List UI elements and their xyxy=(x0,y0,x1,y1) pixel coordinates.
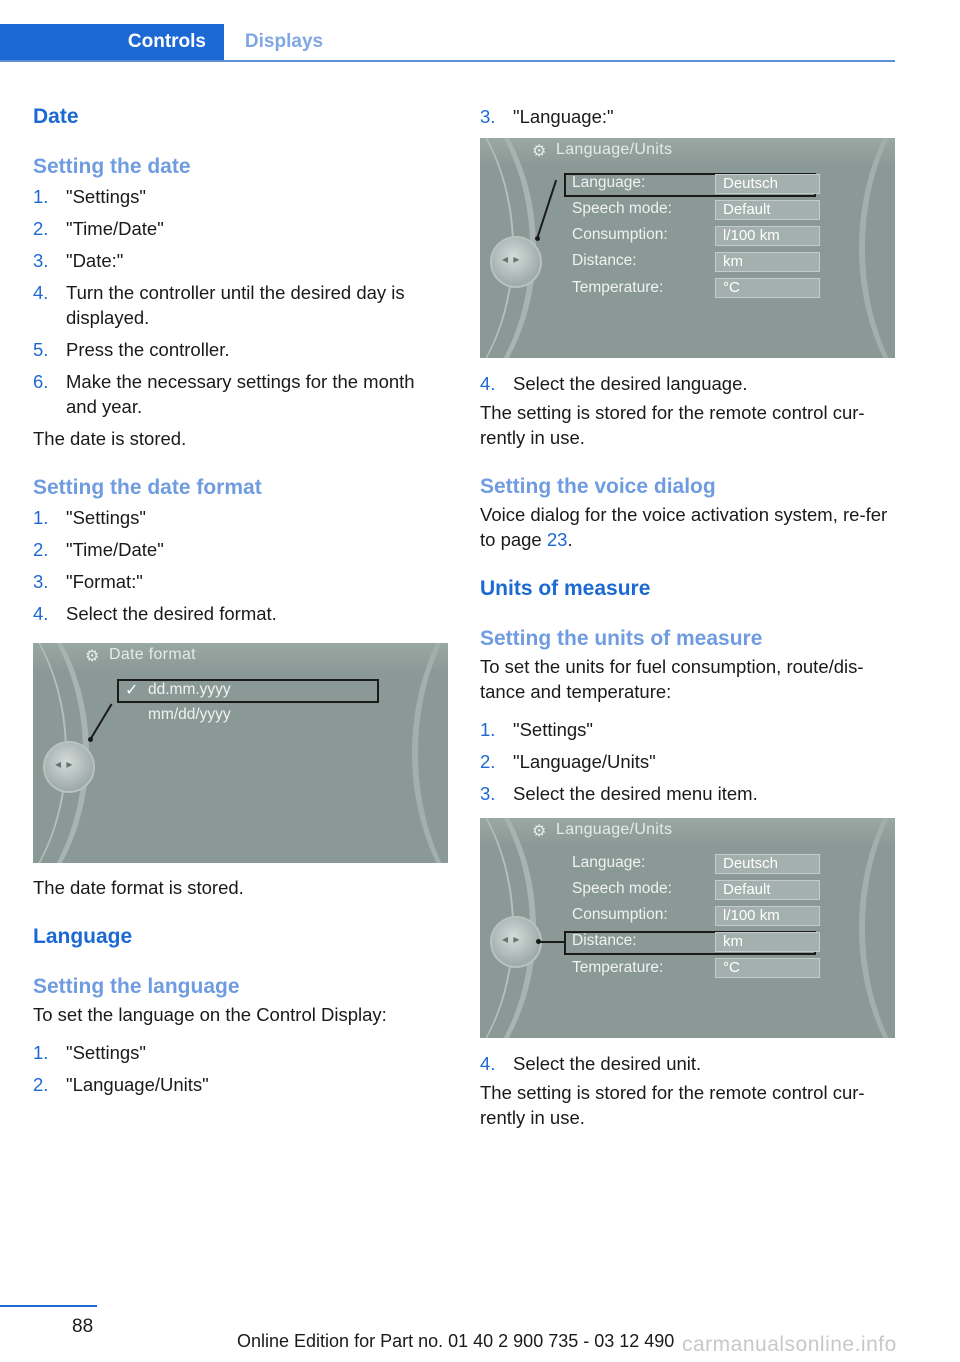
footer-line xyxy=(0,1305,97,1307)
list-item: 3. "Format:" xyxy=(33,571,143,592)
format-stored-text: The date format is stored. xyxy=(33,877,244,898)
page-number: 88 xyxy=(72,1316,94,1337)
heading-date: Date xyxy=(33,105,79,128)
screen-title: Language/Units xyxy=(556,141,673,158)
language-steps xyxy=(33,1040,448,1097)
list-item: 2. "Time/Date" xyxy=(33,539,164,560)
list-item: 2. "Language/Units" xyxy=(33,1074,209,1095)
right-column xyxy=(480,100,895,1130)
language-step-3 xyxy=(480,104,895,129)
page-link[interactable]: 23 xyxy=(546,529,568,550)
heading-setting-units: Setting the units of measure xyxy=(480,627,763,650)
tab-controls-label: Controls xyxy=(127,31,206,52)
date-stored-text: The date is stored. xyxy=(33,428,187,449)
list-item: 4. Select the desired unit. xyxy=(480,1053,702,1074)
set-date-steps xyxy=(33,184,448,419)
watermark-logo: carmanualsonline.info xyxy=(682,1333,897,1356)
list-item: 1. "Settings" xyxy=(480,719,593,740)
list-item: 1. "Settings" xyxy=(33,1042,146,1063)
units-steps xyxy=(480,717,895,806)
list-item: 5. Press the controller. xyxy=(33,339,230,360)
list-item: 2. "Time/Date" xyxy=(33,218,164,239)
list-item: 1. "Settings" xyxy=(33,507,146,528)
gear-icon: ⚙ xyxy=(532,823,547,840)
gear-icon: ⚙ xyxy=(532,143,547,160)
list-item: 2. "Language/Units" xyxy=(480,751,656,772)
units-intro: To set the units for fuel consumption, route/dis-tance and temperature: xyxy=(480,656,864,702)
voice-dialog-text: Voice dialog for the voice activation system, re-fer to page 23. xyxy=(480,504,888,550)
controller-knob-icon xyxy=(490,916,542,968)
heading-language: Language xyxy=(33,925,133,948)
screen-title: Language/Units xyxy=(556,821,673,838)
heading-units: Units of measure xyxy=(480,577,651,600)
option-mm-dd-yyyy: mm/dd/yyyy xyxy=(148,706,231,723)
header-divider xyxy=(0,60,895,62)
stored-remote-text: The setting is stored for the remote control cur-rently in use. xyxy=(480,402,865,448)
left-column xyxy=(33,100,448,1104)
units-step-4 xyxy=(480,1051,895,1076)
tab-displays[interactable]: Displays xyxy=(244,31,324,52)
list-item: 4. Select the desired language. xyxy=(480,373,748,394)
units-screenshot: ⚙ Language/Units ◂ ▸ Language: Deutsch Speech mode: Default Consumption: l/100 km Distance: km Temperature: °C xyxy=(480,818,895,1038)
stored-remote-text-2: The setting is stored for the remote control cur-rently in use. xyxy=(480,1082,865,1128)
controller-knob-icon xyxy=(490,236,542,288)
heading-setting-the-date: Setting the date xyxy=(33,155,191,178)
heading-setting-language: Setting the language xyxy=(33,975,240,998)
list-item: 3. "Language:" xyxy=(480,106,614,127)
list-item: 4. Select the desired format. xyxy=(33,603,277,624)
gear-icon: ⚙ xyxy=(85,648,100,665)
screen-title: Date format xyxy=(109,646,196,663)
option-dd-mm-yyyy: dd.mm.yyyy xyxy=(148,681,231,698)
heading-voice-dialog: Setting the voice dialog xyxy=(480,475,716,498)
tab-controls[interactable] xyxy=(0,24,224,60)
list-item: 1. "Settings" xyxy=(33,186,146,207)
top-header xyxy=(0,0,895,62)
controller-knob-icon xyxy=(43,741,95,793)
language-screenshot: ⚙ Language/Units ◂ ▸ Language: Deutsch Speech mode: Default Consumption: l/100 km Distance: km Temperature: °C xyxy=(480,138,895,358)
list-item: 3. "Date:" xyxy=(33,250,124,271)
list-item: 4. Turn the controller until the desired day is displayed. xyxy=(33,282,405,328)
language-intro: To set the language on the Control Display: xyxy=(33,1004,387,1025)
date-format-screenshot xyxy=(33,643,448,863)
list-item: 6. Make the necessary settings for the month and year. xyxy=(33,371,415,417)
heading-date-format: Setting the date format xyxy=(33,476,262,499)
edition-text: Online Edition for Part no. 01 40 2 900 735 - 03 12 490 xyxy=(237,1331,675,1351)
checkmark-icon: ✓ xyxy=(125,682,139,699)
language-step-4 xyxy=(480,371,895,396)
date-format-steps xyxy=(33,505,448,626)
list-item: 3. Select the desired menu item. xyxy=(480,783,758,804)
